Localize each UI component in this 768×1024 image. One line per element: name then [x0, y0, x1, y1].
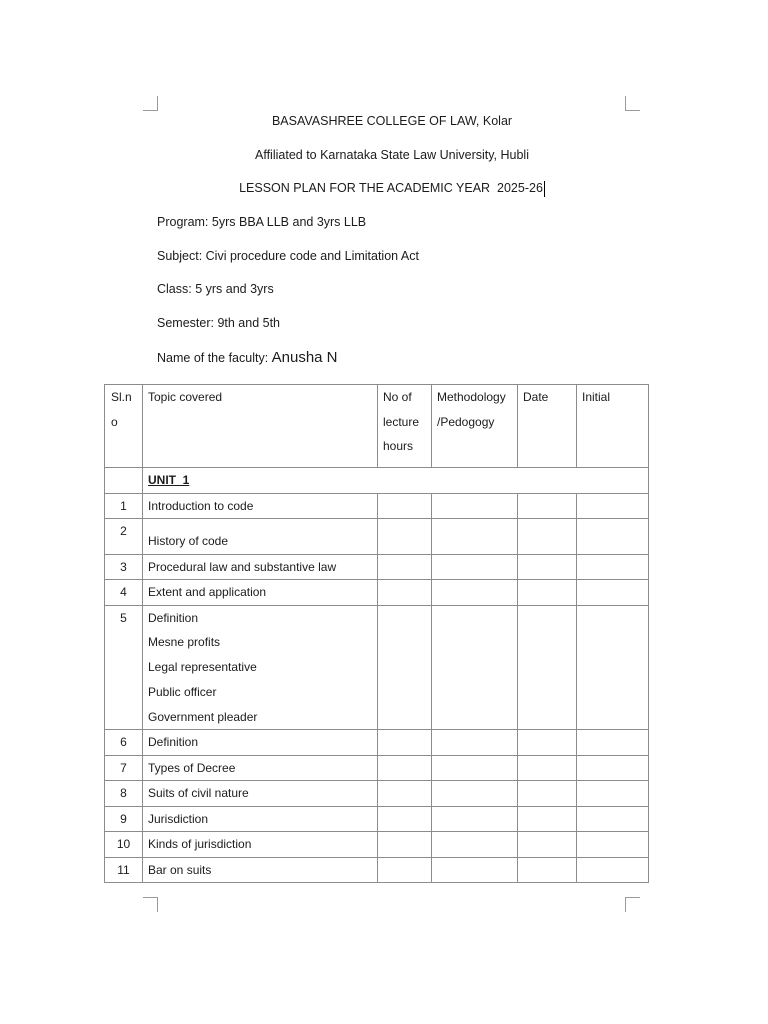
row-number: 2 — [105, 519, 143, 555]
row-topic: Procedural law and substantive law — [143, 554, 378, 580]
initial-cell[interactable] — [577, 493, 649, 519]
affiliation-line: Affiliated to Karnataka State Law University, Hubli — [255, 148, 529, 162]
row-topic: Types of Decree — [143, 755, 378, 781]
row-topic: Extent and application — [143, 580, 378, 606]
table-row — [105, 781, 649, 807]
table-row — [105, 806, 649, 832]
semester-line — [157, 315, 280, 331]
row-number: 4 — [105, 580, 143, 606]
initial-cell[interactable] — [577, 781, 649, 807]
row-topic: Kinds of jurisdiction — [143, 832, 378, 858]
initial-cell[interactable] — [577, 605, 649, 730]
topic-line: Public officer — [148, 684, 217, 699]
row-topic: Bar on suits — [143, 857, 378, 883]
lecture-hours-cell[interactable] — [378, 580, 432, 606]
methodology-cell[interactable] — [432, 519, 518, 555]
methodology-cell[interactable] — [432, 605, 518, 730]
row-topic: Introduction to code — [143, 493, 378, 519]
semester-value: 9th and 5th — [217, 316, 280, 330]
initial-cell[interactable] — [577, 580, 649, 606]
page-corner-mark — [143, 897, 158, 912]
college-name: BASAVASHREE COLLEGE OF LAW, Kolar — [271, 114, 513, 128]
methodology-cell[interactable] — [432, 493, 518, 519]
topic-line: Definition — [148, 610, 199, 625]
header-topic: Topic covered — [143, 385, 378, 468]
row-number: 3 — [105, 554, 143, 580]
lecture-hours-cell[interactable] — [378, 755, 432, 781]
table-row — [105, 605, 649, 730]
header-method-line2: /Pedogogy — [437, 414, 495, 429]
text-cursor — [544, 181, 545, 197]
subject-label: Subject: — [157, 249, 206, 263]
row-number: 6 — [105, 730, 143, 756]
header-slno — [105, 385, 143, 468]
row-topic: Jurisdiction — [143, 806, 378, 832]
header-lecture-hours — [378, 385, 432, 468]
date-cell[interactable] — [518, 755, 577, 781]
page-corner-mark — [625, 96, 640, 111]
row-number: 1 — [105, 493, 143, 519]
methodology-cell[interactable] — [432, 781, 518, 807]
page-corner-mark — [143, 96, 158, 111]
lecture-hours-cell[interactable] — [378, 493, 432, 519]
topic-line: Mesne profits — [148, 635, 221, 650]
faculty-value: Anusha N — [271, 349, 338, 366]
methodology-cell[interactable] — [432, 755, 518, 781]
initial-cell[interactable] — [577, 519, 649, 555]
lesson-plan-title[interactable] — [8, 180, 768, 197]
row-number: 11 — [105, 857, 143, 883]
header-initial: Initial — [577, 385, 649, 468]
unit-row — [105, 468, 649, 494]
semester-label: Semester: — [157, 316, 218, 330]
initial-cell[interactable] — [577, 806, 649, 832]
initial-cell[interactable] — [577, 857, 649, 883]
initial-cell[interactable] — [577, 832, 649, 858]
table-row — [105, 493, 649, 519]
methodology-cell[interactable] — [432, 806, 518, 832]
row-topic: History of code — [143, 519, 378, 555]
methodology-cell[interactable] — [432, 730, 518, 756]
date-cell[interactable] — [518, 781, 577, 807]
methodology-cell[interactable] — [432, 832, 518, 858]
table-row — [105, 755, 649, 781]
lecture-hours-cell[interactable] — [378, 519, 432, 555]
header-slno-line1: Sl.n — [111, 390, 132, 404]
subject-line — [157, 248, 419, 264]
class-line — [157, 281, 274, 297]
row-topic — [143, 605, 378, 730]
date-cell[interactable] — [518, 857, 577, 883]
lesson-plan-title-text: LESSON PLAN FOR THE ACADEMIC YEAR 2025-26 — [239, 181, 543, 195]
lecture-hours-cell[interactable] — [378, 806, 432, 832]
subject-value: Civi procedure code and Limitation Act — [205, 249, 419, 263]
methodology-cell[interactable] — [432, 580, 518, 606]
program-value: 5yrs BBA LLB and 3yrs LLB — [211, 215, 367, 229]
row-number: 8 — [105, 781, 143, 807]
table-row — [105, 519, 649, 555]
table-row — [105, 857, 649, 883]
row-topic: Definition — [143, 730, 378, 756]
lesson-plan-table — [104, 384, 649, 883]
methodology-cell[interactable] — [432, 857, 518, 883]
header-method-line1: Methodology — [437, 390, 506, 404]
lecture-hours-cell[interactable] — [378, 857, 432, 883]
header-lecture-line3: hours — [383, 439, 414, 453]
header-lecture-line1: No of — [383, 390, 412, 404]
faculty-line — [157, 350, 338, 366]
date-cell[interactable] — [518, 730, 577, 756]
initial-cell[interactable] — [577, 730, 649, 756]
header-date: Date — [518, 385, 577, 468]
row-number: 10 — [105, 832, 143, 858]
unit-title: UNIT 1 — [148, 473, 190, 487]
unit-cell — [143, 468, 649, 494]
topic-line: Government pleader — [148, 709, 258, 724]
table-header-row — [105, 385, 649, 468]
faculty-label: Name of the faculty: — [157, 351, 272, 365]
date-cell[interactable] — [518, 806, 577, 832]
lecture-hours-cell[interactable] — [378, 554, 432, 580]
header-methodology — [432, 385, 518, 468]
table-row — [105, 554, 649, 580]
date-cell[interactable] — [518, 493, 577, 519]
page-corner-mark — [625, 897, 640, 912]
row-number: 5 — [105, 605, 143, 730]
table-row — [105, 580, 649, 606]
date-cell[interactable] — [518, 605, 577, 730]
header-lecture-line2: lecture — [383, 414, 420, 429]
date-cell[interactable] — [518, 554, 577, 580]
lecture-hours-cell[interactable] — [378, 730, 432, 756]
program-label: Program: — [157, 215, 212, 229]
row-number: 9 — [105, 806, 143, 832]
date-cell[interactable] — [518, 832, 577, 858]
row-number: 7 — [105, 755, 143, 781]
initial-cell[interactable] — [577, 755, 649, 781]
topic-line: Legal representative — [148, 660, 257, 675]
program-line — [157, 214, 366, 230]
table-row — [105, 730, 649, 756]
initial-cell[interactable] — [577, 554, 649, 580]
lecture-hours-cell[interactable] — [378, 605, 432, 730]
lecture-hours-cell[interactable] — [378, 781, 432, 807]
row-topic: Suits of civil nature — [143, 781, 378, 807]
date-cell[interactable] — [518, 519, 577, 555]
class-label: Class: — [157, 282, 196, 296]
table-row — [105, 832, 649, 858]
header-slno-line2: o — [111, 414, 118, 429]
lecture-hours-cell[interactable] — [378, 832, 432, 858]
methodology-cell[interactable] — [432, 554, 518, 580]
class-value: 5 yrs and 3yrs — [195, 282, 274, 296]
date-cell[interactable] — [518, 580, 577, 606]
unit-empty-cell — [105, 468, 143, 494]
